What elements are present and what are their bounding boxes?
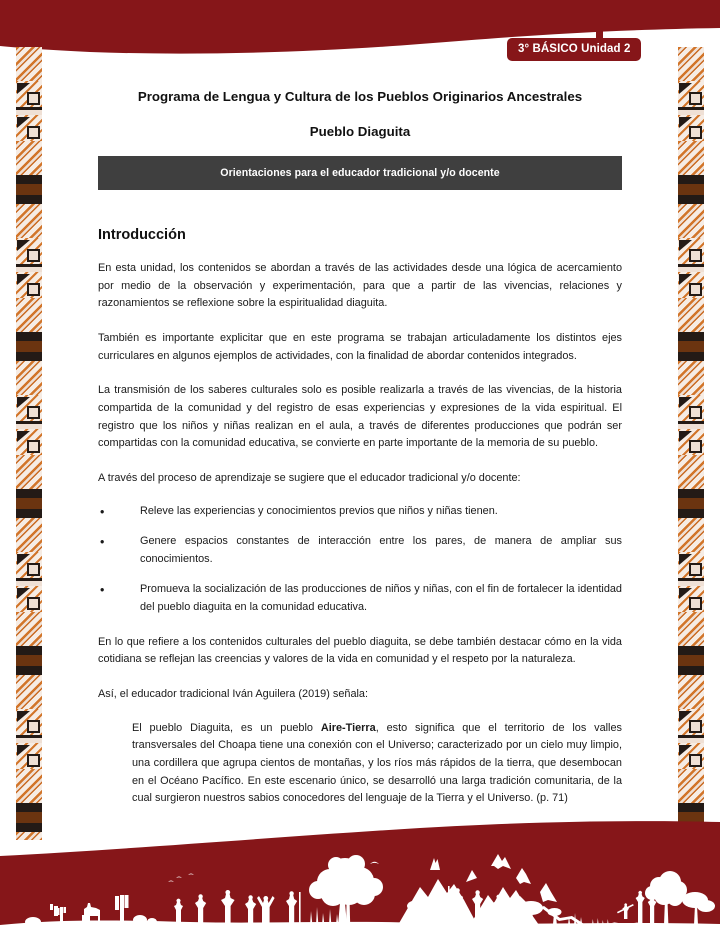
- orientation-bar: Orientaciones para el educador tradicional y/o docente: [98, 156, 622, 190]
- paragraph-2: También es importante explicitar que en este programa se trabajan articuladamente los distintos ejes curriculares en algunos ejemplos de actividades, con la finalidad de abordar contenidos integrados.: [98, 331, 622, 362]
- textile-segment: [16, 47, 42, 840]
- paragraph-6: Así, el educador tradicional Iván Aguilera (2019) señala:: [98, 688, 369, 701]
- paragraph-4: A través del proceso de aprendizaje se sugiere que el educador tradicional y/o docente:: [98, 471, 521, 484]
- list-item: • Genere espacios constantes de interacción entre los pares, de manera de ampliar sus conocimientos.: [98, 533, 622, 568]
- textile-band-left: [16, 47, 42, 840]
- paragraph-5: En lo que refiere a los contenidos culturales del pueblo diaguita, se debe también destacar cómo en la vida cotidiana se reflejan las creencias y valores de la vida en comunidad y el respeto por la naturaleza.: [98, 635, 622, 666]
- list-item: • Releve las experiencias y conocimientos previos que niños y niñas tienen.: [98, 503, 622, 521]
- textile-segment: [678, 47, 704, 840]
- paragraph-3: La transmisión de los saberes culturales solo es posible realizarla a través de las vivencias, de la historia compartida de la comunidad y del registro de esas experiencias y expresiones de la vida espiritual. El registro que los niños y niñas realizan en el aula, a través de diferentes producciones que podrán ser compartidas con la comunidad educativa, se convierte en parte importante de la memoria de su pueblo.: [98, 384, 622, 450]
- unit-badge: 3° BÁSICO Unidad 2: [507, 38, 641, 61]
- page-title: Introducción: [98, 226, 186, 243]
- document-content: [98, 0, 622, 808]
- quote-text-part2: , esto significa que el territorio de los valles transversales del Choapa tiene una conexión con el Universo; caracterizado por un cielo muy limpio, una cordillera que agrupa cientos de montañas, y los ríos más rápidos de la tierra, que desembocan en el Océano Pacífico. En este escenario único, se desarrolló una larga tradición comunitaria, de la cual surgieron nuestros sabios conocedores del lenguaje de la Tierra y el Universo. (p. 71): [132, 721, 622, 805]
- list-item: • Promueva la socialización de las producciones de niños y niñas, con el fin de fortalecer la identidad del pueblo diaguita en la comunidad educativa.: [98, 581, 622, 616]
- textile-band-right: [678, 47, 704, 840]
- quote-text-part1: El pueblo Diaguita, es un pueblo: [132, 721, 321, 734]
- people-title: Pueblo Diaguita: [309, 123, 411, 139]
- footer-illustration: [0, 820, 720, 932]
- paragraph-1: En esta unidad, los contenidos se abordan a través de las actividades desde una lógica de acercamiento por medio de la observación y experimentación, para que a partir de las vivencias, relaciones y razonamientos se reflexione sobre la espiritualidad diaguita.: [98, 261, 622, 310]
- suggestion-list: [98, 503, 622, 617]
- blockquote: [132, 720, 622, 808]
- footer-landscape-silhouette: [0, 820, 720, 932]
- quote-emphasis: Aire-Tierra: [320, 721, 376, 734]
- program-title: Programa de Lengua y Cultura de los Pueblos Originarios Ancestrales: [137, 89, 583, 104]
